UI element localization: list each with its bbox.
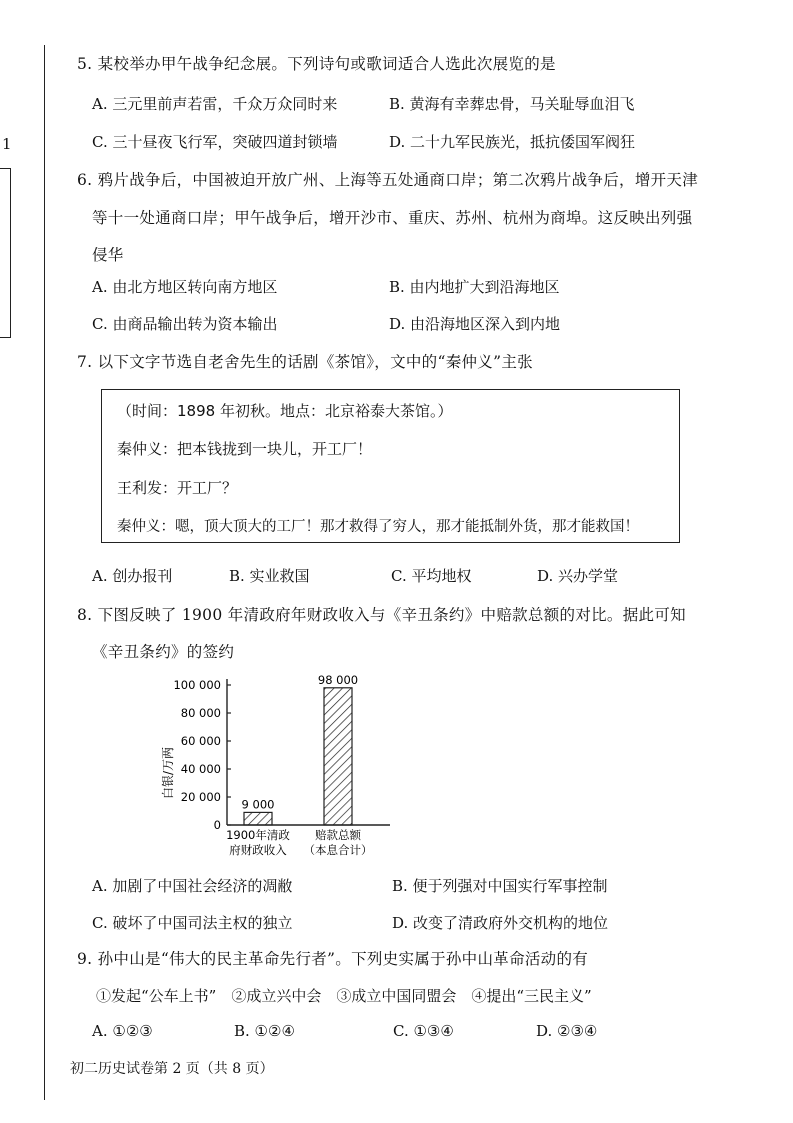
q5-option-a: A. 三元里前声若雷，千众万众同时来 (92, 95, 338, 113)
q9-option-a: A. ①②③ (92, 1022, 153, 1040)
q8-option-b: B. 便于列强对中国实行军事控制 (392, 877, 608, 895)
q8-option-a: A. 加剧了中国社会经济的凋敝 (92, 877, 293, 895)
q8-stem-line1: 8. 下图反映了 1900 年清政府年财政收入与《辛丑条约》中赔款总额的对比。据此可知 (77, 606, 686, 624)
page-left-rule (44, 45, 45, 1100)
q9-items: ①发起“公车上书” ②成立兴中会 ③成立中国同盟会 ④提出“三民主义” (96, 987, 592, 1005)
margin-mark: 1 (2, 135, 12, 153)
q7-option-d: D. 兴办学堂 (537, 567, 619, 585)
chart-ytick-label: 40 000 (180, 762, 221, 776)
q6-stem-line2: 等十一处通商口岸；甲午战争后，增开沙市、重庆、苏州、杭州为商埠。这反映出列强 (92, 209, 693, 227)
q7-excerpt-line-wang: 王利发：开工厂？ (117, 479, 238, 497)
chart-category-label: 1900年清政 (226, 828, 290, 842)
chart-category-label: （本息合计） (303, 843, 373, 857)
chart-ytick-label: 0 (213, 818, 221, 832)
chart-bar (324, 688, 352, 825)
chart-ylabel: 白银/万两 (161, 746, 175, 800)
chart-ytick-label: 20 000 (180, 790, 221, 804)
q7-option-b: B. 实业救国 (229, 567, 310, 585)
q7-excerpt-line-qin1: 秦仲义：把本钱拢到一块儿，开工厂！ (117, 440, 373, 458)
q9-option-b: B. ①②④ (234, 1022, 295, 1040)
q8-option-c: C. 破坏了中国司法主权的独立 (92, 914, 293, 932)
q7-excerpt-box (101, 389, 680, 543)
chart-ytick-label: 60 000 (180, 734, 221, 748)
q5-option-c: C. 三十昼夜飞行军，突破四道封锁墙 (92, 133, 338, 151)
q7-stem: 7. 以下文字节选自老舍先生的话剧《茶馆》，文中的“秦仲义”主张 (77, 353, 533, 371)
q8-option-d: D. 改变了清政府外交机构的地位 (392, 914, 609, 932)
chart-bar (244, 812, 272, 825)
q5-stem: 5. 某校举办甲午战争纪念展。下列诗句或歌词适合人选此次展览的是 (77, 55, 556, 73)
chart-value-label: 9 000 (241, 797, 275, 812)
q8-bar-chart (150, 668, 410, 863)
chart-category-label: 赔款总额 (315, 828, 361, 842)
q6-option-c: C. 由商品输出转为资本输出 (92, 315, 278, 333)
q6-option-d: D. 由沿海地区深入到内地 (389, 315, 561, 333)
chart-ytick-label: 100 000 (173, 678, 221, 692)
chart-category-label: 府财政收入 (229, 843, 287, 857)
chart-ytick-label: 80 000 (180, 706, 221, 720)
q5-option-d: D. 二十九军民族光，抵抗倭国军阀狂 (389, 133, 636, 151)
q8-stem-line2: 《辛丑条约》的签约 (92, 643, 235, 661)
q9-option-c: C. ①③④ (393, 1022, 454, 1040)
q7-option-c: C. 平均地权 (391, 567, 472, 585)
chart-value-label: 98 000 (317, 672, 359, 687)
q9-option-d: D. ②③④ (536, 1022, 598, 1040)
page-footer: 初二历史试卷第 2 页（共 8 页） (70, 1061, 274, 1077)
q7-option-a: A. 创办报刊 (92, 567, 173, 585)
q7-excerpt-line-qin2: 秦仲义：嗯，顶大顶大的工厂！那才救得了穷人，那才能抵制外货，那才能救国！ (117, 519, 639, 535)
q9-stem: 9. 孙中山是“伟大的民主革命先行者”。下列史实属于孙中山革命活动的有 (77, 950, 589, 968)
q6-stem-line1: 6. 鸦片战争后，中国被迫开放广州、上海等五处通商口岸；第二次鸦片战争后，增开天津 (77, 171, 699, 189)
q5-option-b: B. 黄海有幸葬忠骨，马关耻辱血泪飞 (389, 95, 635, 113)
q6-stem-line3: 侵华 (92, 246, 124, 264)
q6-option-a: A. 由北方地区转向南方地区 (92, 278, 278, 296)
q7-excerpt-setting: （时间：1898 年初秋。地点：北京裕泰大茶馆。） (117, 402, 453, 420)
margin-bracket (0, 168, 11, 338)
q6-option-b: B. 由内地扩大到沿海地区 (389, 278, 560, 296)
